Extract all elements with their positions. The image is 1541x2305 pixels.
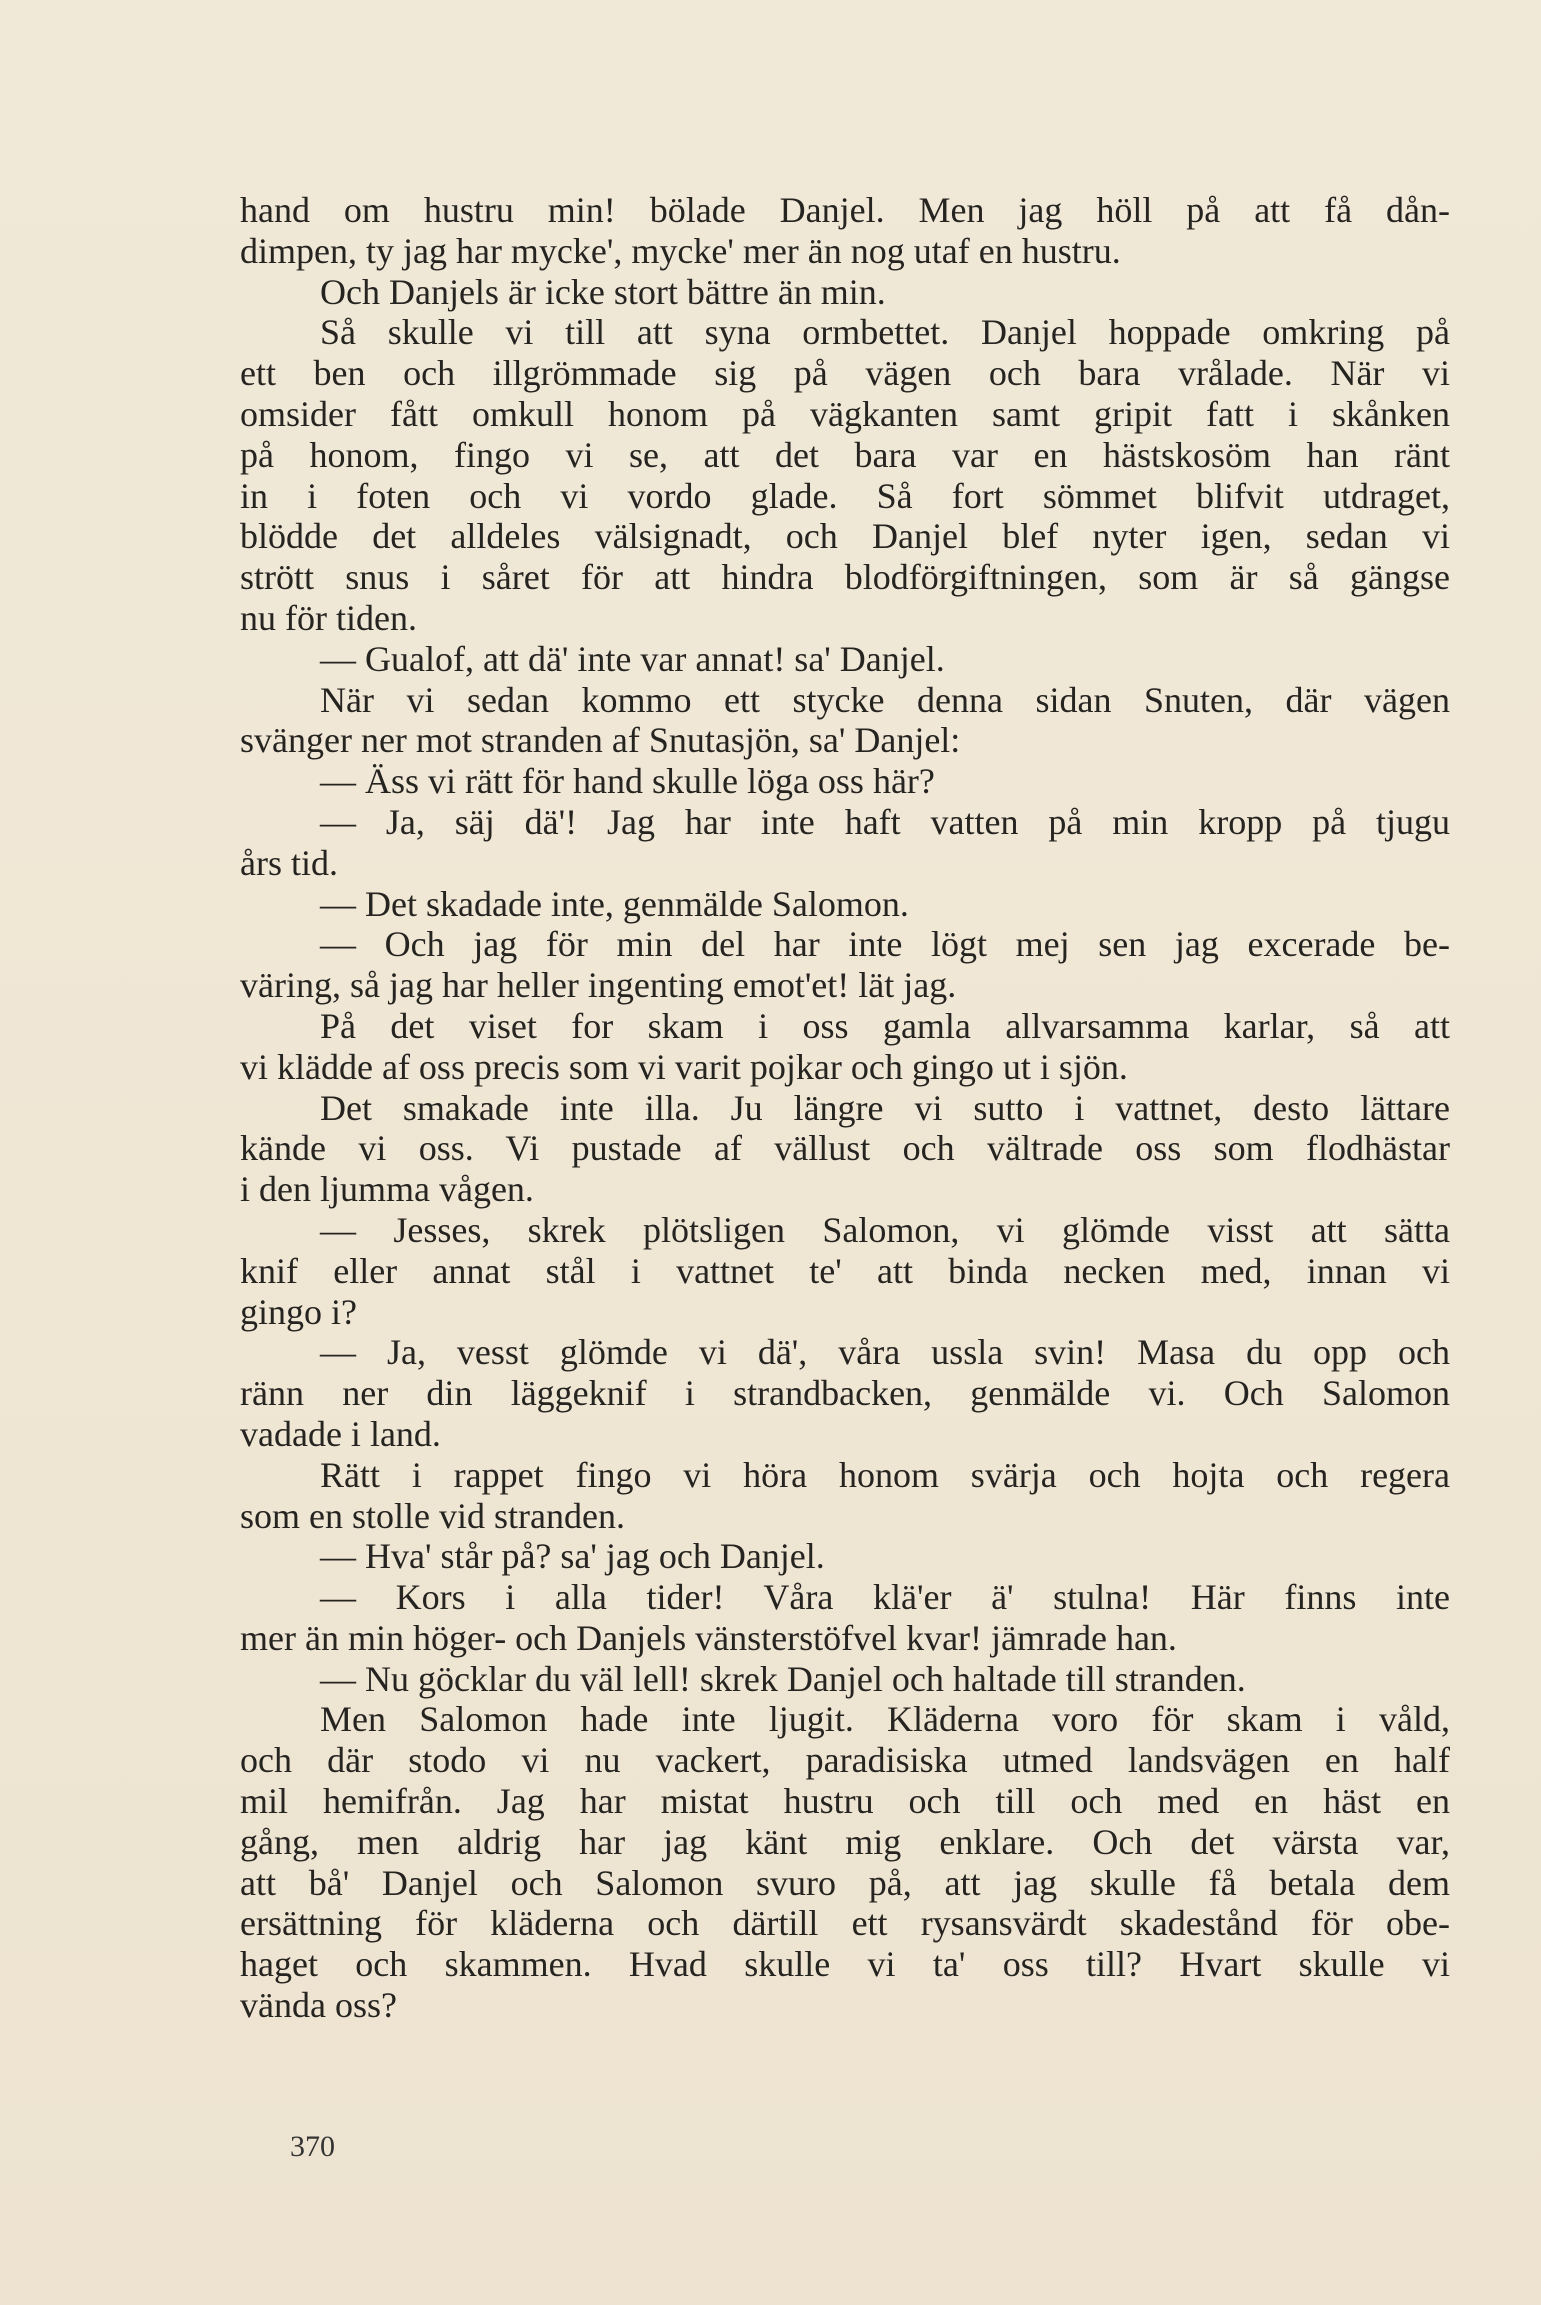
- text-line: i den ljumma vågen.: [240, 1169, 534, 1210]
- text-line: Men Salomon hade inte ljugit. Kläderna voro för skam i våld,: [320, 1699, 1450, 1740]
- text-line: mil hemifrån. Jag har mistat hustru och till och med en häst en: [240, 1781, 1450, 1822]
- text-line: in i foten och vi vordo glade. Så fort sömmet blifvit utdraget,: [240, 475, 1450, 516]
- text-line: ersättning för kläderna och därtill ett rysansvärdt skadestånd för obe-: [240, 1903, 1450, 1944]
- text-line: väring, så jag har heller ingenting emot'et! lät jag.: [240, 965, 957, 1006]
- text-line: haget och skammen. Hvad skulle vi ta' oss till? Hvart skulle vi: [240, 1944, 1450, 1985]
- text-line: strött snus i såret för att hindra blodförgiftningen, som är så gängse: [240, 557, 1450, 598]
- text-line: och där stodo vi nu vackert, paradisiska utmed landsvägen en half: [240, 1740, 1450, 1781]
- text-line: — Ja, säj dä'! Jag har inte haft vatten på min kropp på tjugu: [320, 801, 1450, 842]
- text-line: gingo i?: [240, 1291, 357, 1332]
- text-line: Och Danjels är icke stort bättre än min.: [320, 271, 886, 312]
- text-line: omsider fått omkull honom på vägkanten samt gripit fatt i skånken: [240, 393, 1450, 434]
- text-line: års tid.: [240, 842, 338, 883]
- text-line: Det smakade inte illa. Ju längre vi sutto i vattnet, desto lättare: [320, 1087, 1450, 1128]
- text-line: ränn ner din läggeknif i strandbacken, genmälde vi. Och Salomon: [240, 1373, 1450, 1414]
- text-line: — Och jag för min del har inte lögt mej sen jag excerade be-: [320, 924, 1450, 965]
- text-line: vända oss?: [240, 1985, 397, 2026]
- text-line: att bå' Danjel och Salomon svuro på, att jag skulle få betala dem: [240, 1862, 1450, 1903]
- text-line: — Kors i alla tider! Våra klä'er ä' stulna! Här finns inte: [320, 1577, 1450, 1618]
- text-line: — Äss vi rätt för hand skulle löga oss här?: [320, 761, 935, 802]
- text-line: När vi sedan kommo ett stycke denna sidan Snuten, där vägen: [320, 679, 1450, 720]
- page-number: 370: [290, 2130, 335, 2163]
- text-line: vadade i land.: [240, 1413, 441, 1454]
- text-line: dimpen, ty jag har mycke', mycke' mer än nog utaf en hustru.: [240, 230, 1121, 271]
- text-line: kände vi oss. Vi pustade af vällust och vältrade oss som flodhästar: [240, 1128, 1450, 1169]
- text-line: gång, men aldrig har jag känt mig enklare. Och det värsta var,: [240, 1821, 1450, 1862]
- text-line: — Nu göcklar du väl lell! skrek Danjel och haltade till stranden.: [320, 1658, 1246, 1699]
- text-line: mer än min höger- och Danjels vänsterstöfvel kvar! jämrade han.: [240, 1617, 1177, 1658]
- text-line: hand om hustru min! bölade Danjel. Men jag höll på att få dån-: [240, 190, 1450, 230]
- body-text: [240, 190, 1450, 2026]
- text-line: Så skulle vi till att syna ormbettet. Danjel hoppade omkring på: [320, 312, 1450, 353]
- text-line: — Gualof, att dä' inte var annat! sa' Danjel.: [320, 638, 945, 679]
- text-line: — Jesses, skrek plötsligen Salomon, vi glömde visst att sätta: [320, 1209, 1450, 1250]
- text-line: Rätt i rappet fingo vi höra honom svärja och hojta och regera: [320, 1454, 1450, 1495]
- text-line: som en stolle vid stranden.: [240, 1495, 625, 1536]
- text-line: — Ja, vesst glömde vi dä', våra ussla svin! Masa du opp och: [320, 1332, 1450, 1373]
- text-line: knif eller annat stål i vattnet te' att binda necken med, innan vi: [240, 1250, 1450, 1291]
- text-line: — Det skadade inte, genmälde Salomon.: [320, 883, 909, 924]
- text-line: På det viset for skam i oss gamla allvarsamma karlar, så att: [320, 1005, 1450, 1046]
- text-line: — Hva' står på? sa' jag och Danjel.: [320, 1536, 825, 1577]
- text-line: blödde det alldeles välsignadt, och Danjel blef nyter igen, sedan vi: [240, 516, 1450, 557]
- text-line: ett ben och illgrömmade sig på vägen och bara vrålade. När vi: [240, 353, 1450, 394]
- text-line: nu för tiden.: [240, 597, 417, 638]
- text-line: vi klädde af oss precis som vi varit pojkar och gingo ut i sjön.: [240, 1046, 1128, 1087]
- text-line: på honom, fingo vi se, att det bara var en hästskosöm han ränt: [240, 434, 1450, 475]
- text-line: svänger ner mot stranden af Snutasjön, sa' Danjel:: [240, 720, 961, 761]
